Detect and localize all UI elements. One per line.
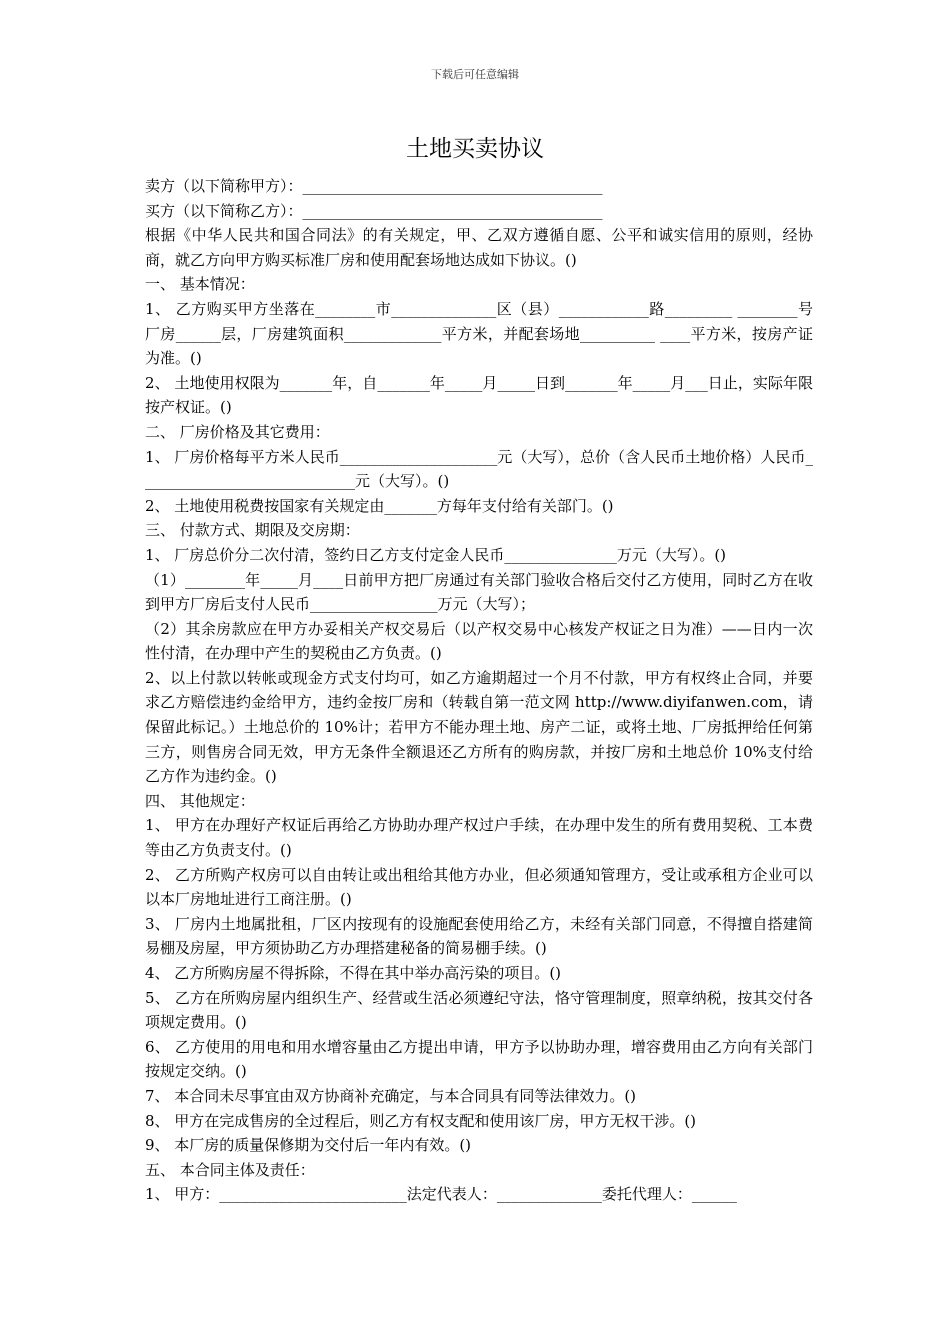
clause-2-2: 2、 土地使用税费按国家有关规定由_______方每年支付给有关部门。()	[145, 496, 614, 515]
clause-1-2: 2、 土地使用权限为_______年，自_______年_____月_____日到_______年_____月___日止，实际年限按产权证。()	[145, 373, 813, 417]
header-note: 下载后可任意编辑	[431, 68, 519, 81]
clause-3-2: 2、以上付款以转帐或现金方式支付均可，如乙方逾期超过一个月不付款，甲方有权终止合同，并要求乙方赔偿违约金给甲方，违约金按厂房和（转载自第一范文网 http://www.diyifanwen.com，请保留此标记。）土地总价的 10%计；若甲方不能办理土地、房产二证，或将土地、厂房抵押给任何第三方，则售房合同无效，甲方无条件全额退还乙方所有的购房款，并按厂房和土地总价 10%支付给乙方作为违约金。()	[145, 668, 813, 786]
clause-4-8: 8、 甲方在完成售房的全过程后，则乙方有权支配和使用该厂房，甲方无权干涉。()	[145, 1111, 697, 1130]
clause-4-7: 7、 本合同未尽事宜由双方协商补充确定，与本合同具有同等法律效力。()	[145, 1086, 637, 1105]
buyer-line: 买方（以下简称乙方）：________________________________________	[145, 201, 603, 220]
clause-3-1-sub-2: （2）其余房款应在甲方办妥相关产权交易后（以产权交易中心核发产权证之日为准）——日内一次性付清，在办理中产生的契税由乙方负责。()	[145, 619, 813, 663]
clause-4-1: 1、 甲方在办理好产权证后再给乙方协助办理产权过户手续，在办理中发生的所有费用契税、工本费等由乙方负责支付。()	[145, 816, 813, 860]
section-heading-5: 五、 本合同主体及责任：	[145, 1160, 315, 1179]
clause-5-1: 1、 甲方：_________________________法定代表人：______________委托代理人：______	[145, 1185, 737, 1204]
clause-3-1-sub-1: （1）________年_____月____日前甲方把厂房通过有关部门验收合格后交付乙方使用，同时乙方在收到甲方厂房后支付人民币_________________万元（大写）；	[145, 570, 813, 614]
clause-4-5: 5、 乙方在所购房屋内组织生产、经营或生活必须遵纪守法，恪守管理制度，照章纳税，按其交付各项规定费用。()	[145, 988, 813, 1032]
section-heading-2: 二、 厂房价格及其它费用：	[145, 422, 330, 441]
preamble-paragraph: 根据《中华人民共和国合同法》的有关规定，甲、乙双方遵循自愿、公平和诚实信用的原则，经协商，就乙方向甲方购买标准厂房和使用配套场地达成如下协议。()	[145, 226, 813, 269]
clause-4-6: 6、 乙方使用的用电和用水增容量由乙方提出申请，甲方予以协助办理，增容费用由乙方向有关部门按规定交纳。()	[145, 1037, 813, 1081]
section-heading-1: 一、 基本情况：	[145, 275, 255, 294]
clause-4-2: 2、 乙方所购产权房可以自由转让或出租给其他方办业，但必须通知管理方，受让或承租方企业可以以本厂房地址进行工商注册。()	[145, 865, 813, 909]
clause-2-1: 1、 厂房价格每平方米人民币_____________________元（大写），总价（含人民币土地价格）人民币_____________________________元（大写）。()	[145, 447, 813, 491]
clause-1-1: 1、 乙方购买甲方坐落在________市______________区（县）____________路_________ ________号厂房______层，厂房建筑面积_____________平方米，并配套场地__________ ____平方米，按房产证为准。()	[145, 299, 813, 368]
clause-4-3: 3、 厂房内土地属批租，厂区内按现有的设施配套使用给乙方，未经有关部门同意，不得擅自搭建简易棚及房屋，甲方须协助乙方办理搭建秘备的简易棚手续。()	[145, 914, 813, 958]
document-title: 土地买卖协议	[406, 136, 544, 162]
document-body	[145, 174, 813, 1207]
section-heading-4: 四、 其他规定：	[145, 791, 255, 810]
clause-3-1: 1、 厂房总价分二次付清，签约日乙方支付定金人民币_______________万元（大写）。()	[145, 545, 727, 564]
clause-4-9: 9、 本厂房的质量保修期为交付后一年内有效。()	[145, 1136, 472, 1155]
seller-line: 卖方（以下简称甲方）：________________________________________	[145, 177, 603, 195]
clause-4-4: 4、 乙方所购房屋不得拆除，不得在其中举办高污染的项目。()	[145, 964, 562, 982]
section-heading-3: 三、 付款方式、期限及交房期：	[145, 521, 360, 540]
